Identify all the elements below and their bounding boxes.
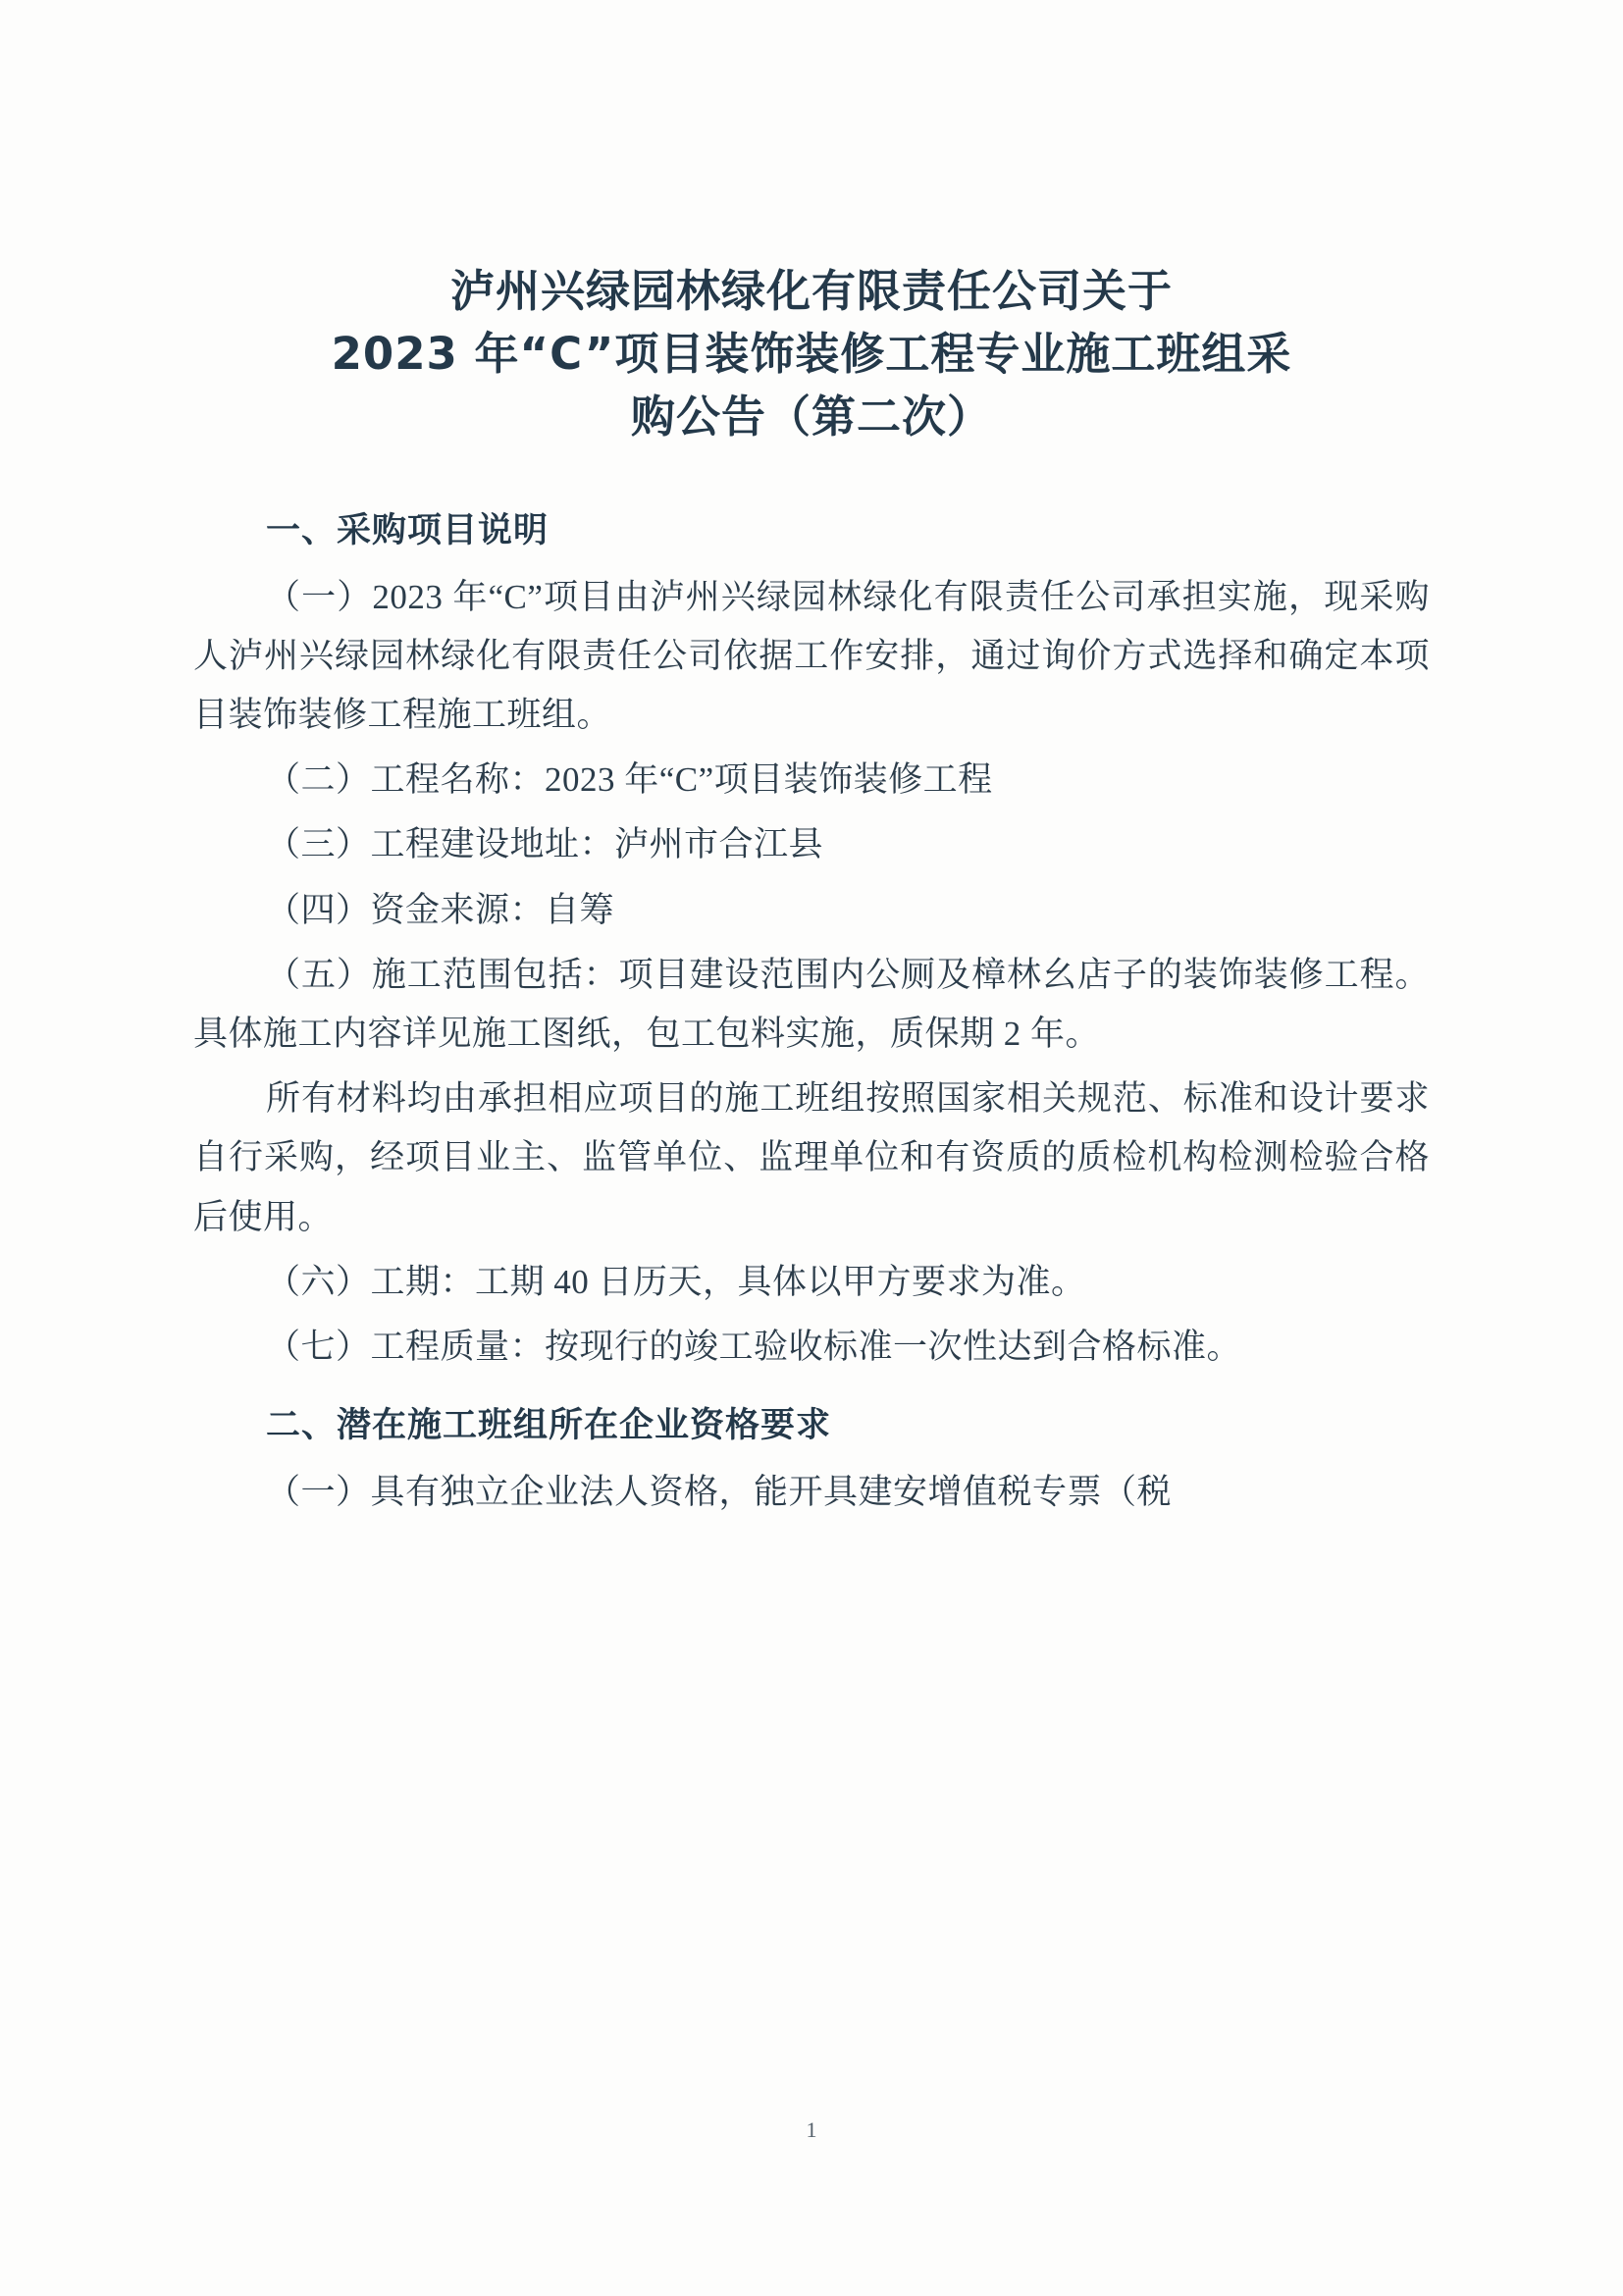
paragraph-1-3: （三）工程建设地址：泸州市合江县 (266, 825, 824, 864)
section-heading-2: 二、潜在施工班组所在企业资格要求 (266, 1406, 832, 1446)
page-number: 1 (806, 2117, 817, 2142)
paragraph-1-4: （四）资金来源：自筹 (266, 890, 615, 929)
page-title (193, 260, 1430, 448)
title-line-3: 购公告（第二次） (630, 390, 992, 443)
paragraph-1-8: （七）工程质量：按现行的竣工验收标准一次性达到合格标准。 (266, 1327, 1242, 1366)
paragraph-1-7: （六）工期：工期 40 日历天，具体以甲方要求为准。 (266, 1262, 1086, 1301)
paragraph-1-2: （二）工程名称：2023 年“C”项目装饰装修工程 (266, 760, 993, 800)
title-line-1: 泸州兴绿园林绿化有限责任公司关于 (449, 265, 1173, 317)
paragraph-1-5: （五）施工范围包括：项目建设范围内公厕及樟林幺店子的装饰装修工程。具体施工内容详见施工图纸，包工包料实施，质保期 2 年。 (193, 955, 1430, 1053)
paragraph-1-1: （一）2023 年“C”项目由泸州兴绿园林绿化有限责任公司承担实施，现采购人泸州兴绿园林绿化有限责任公司依据工作安排，通过询价方式选择和确定本项目装饰装修工程施工班组。 (193, 577, 1430, 735)
paragraph-2-1: （一）具有独立企业法人资格，能开具建安增值税专票（税 (266, 1473, 1173, 1512)
section-heading-1: 一、采购项目说明 (266, 510, 550, 550)
document-body (193, 260, 1430, 1528)
paragraph-1-6: 所有材料均由承担相应项目的施工班组按照国家相关规范、标准和设计要求自行采购，经项目业主、监管单位、监理单位和有资质的质检机构检测检验合格后使用。 (193, 1079, 1430, 1236)
title-line-2: 2023 年“C”项目装饰装修工程专业施工班组采 (331, 327, 1292, 380)
